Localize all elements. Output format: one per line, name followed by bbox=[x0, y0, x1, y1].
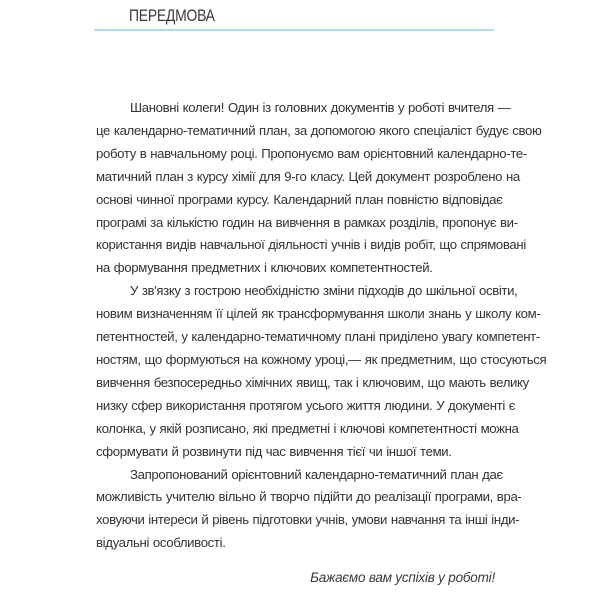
text-line: петентностей, у календарно-тематичному плані приділено увагу компетент- bbox=[96, 329, 540, 345]
page-title: ПЕРЕДМОВА bbox=[129, 6, 215, 25]
paragraph-3 bbox=[96, 464, 522, 556]
text-line: Шановні колеги! Один із головних документів у роботі вчителя — bbox=[130, 100, 511, 115]
text-line: сформувати й розвинути під час вивчення тієї чи іншої теми. bbox=[96, 443, 452, 459]
text-line: на формування предметних і ключових компетентностей. bbox=[96, 260, 433, 276]
text-line: можливість учителю вільно й творчо підійти до реалізації програми, вра- bbox=[96, 489, 522, 505]
text-line: У зв'язку з гострою необхідністю зміни підходів до шкільної освіти, bbox=[130, 283, 518, 299]
text-line: основі чинної програми курсу. Календарний план повністю відповідає bbox=[96, 191, 503, 207]
text-line: матичний план з курсу хімії для 9-го класу. Цей документ розроблено на bbox=[96, 168, 520, 184]
page-header bbox=[94, 0, 494, 31]
closing-signature: Бажаємо вам успіхів у роботі! bbox=[310, 570, 495, 585]
preface-body bbox=[96, 97, 547, 555]
text-line: відуальні особливості. bbox=[96, 535, 226, 551]
paragraph-1 bbox=[96, 97, 542, 280]
text-line: Запропонований орієнтовний календарно-тематичний план дає bbox=[130, 466, 503, 482]
text-line: ностям, що формуються на кожному уроці,— як предметним, що стосуються bbox=[96, 351, 547, 367]
text-line: низку сфер використання протягом усього життя людини. У документі є bbox=[96, 397, 516, 413]
paragraph-2 bbox=[96, 280, 547, 463]
text-line: вивчення безпосередньо хімічних явищ, так і ключовим, що мають велику bbox=[96, 374, 529, 390]
text-line: програмі за кількістю годин на вивчення в рамках розділів, пропонує ви- bbox=[96, 214, 518, 230]
header-divider bbox=[94, 29, 494, 31]
text-line: ховуючи інтереси й рівень підготовки учнів, умови навчання та інші інди- bbox=[96, 512, 520, 528]
text-line: користання видів навчальної діяльності учнів і видів робіт, що спрямовані bbox=[96, 237, 526, 253]
text-line: це календарно-тематичний план, за допомогою якого спеціаліст будує свою bbox=[96, 122, 542, 138]
text-line: новим визначенням її цілей як трансформування школи знань у школу ком- bbox=[96, 306, 541, 322]
text-line: колонка, у якій розписано, які предметні і ключові компетентності можна bbox=[96, 420, 519, 436]
text-line: роботу в навчальному році. Пропонуємо вам орієнтовний календарно-те- bbox=[96, 145, 527, 161]
